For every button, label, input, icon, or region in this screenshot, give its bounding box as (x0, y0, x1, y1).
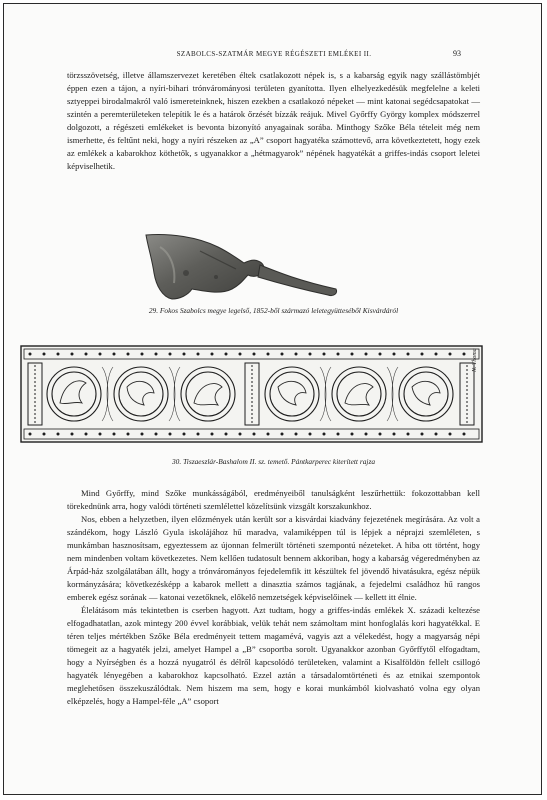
page-number: 93 (453, 49, 461, 58)
figure-30-signature: N. Thoma (472, 348, 478, 372)
figure-30-number: 30. (171, 457, 182, 466)
figure-29-number: 29. (148, 306, 159, 315)
axe-photo (140, 233, 340, 301)
paragraph-1: törzsszövetség, illetve államszervezet keretében éltek csatlakozott népek is, s a kabarság egyik nagy szállástömbjét éppen ezen a tájon, a nyíri-bihari trónvárományosi területen gyanította. Ilyen elhelyezkedésük megfelelne a keleti sztyeppei birodalmakról való ismereteinknek, hiszen ezekben a csatlakozó népeket — mint katonai segédcsapatokat — szintén a peremterületeken telepítik le és a határok őrzését bízzák reájuk. Mivel Győrffy György komplex módszerrel dolgozott, a régészeti emlékeket is bevonta bizonyító anyagainak sorába. Minthogy Szőke Béla tételeit még nem ismerhette, és feltűnt neki, hogy a nyíri részeken az „A” csoport hagyatéka számottevő, arra következtetett, hogy ezek az emlékek a kabarokhoz köthetők, s ugyanakkor a „hétmagyarok” népének hagyatékát a griffes-indás csoport leletei képviselhetik. (67, 70, 480, 171)
figure-30-text: Tiszaeszlár-Bashalom II. sz. temető. Pántkarperec kiterített rajza (183, 457, 376, 466)
bracelet-drawing (20, 343, 483, 445)
figure-29-text: Fokos Szabolcs megye legelső, 1852-ből származó leletegyütteséből Kisvárdáról (159, 306, 399, 315)
paragraph-2: Mind Győrffy, mind Szőke munkásságából, eredményeiből tanulságként leszűrhettük: fokozottabban kell törekednünk arra, hogy valódi történeti szemlélettel közelítsünk vizsgált korszakunkhoz. (67, 488, 480, 511)
paragraph-4: Élelátásom más tekintetben is cserben hagyott. Azt tudtam, hogy a griffes-indás emlékek X. századi keltezése elfogadhatatlan, azok mintegy 200 évvel korábbiak, velük tehát nem számoltam mint honfoglalás kori hagyatékkal. E téren teljes mértékben Szőke Béla eredményeit tettem magamévá, vagyis azt a vélekedést, hogy a magyarság népi tömegeit az a hagyaték jelzi, amelyet Hampel a „B” csoportba sorolt. Ugyanakkor azonban Győrffytől elfogadtam, hogy a Nyírségben és a hozzá nyugatról és délről kapcsolódó területeken, valamint a Kisalföldön fellelt csillogó hagyaték lényegében a kabarokhoz kapcsolható. Ezzel aztán a társadalomtörténeti és az etnikai szempontok meglehetősen összekuszálódtak. Nem hiszem ma sem, hogy e korai munkámból kiolvasható volna egy olyan elképzelés, hogy a Hampel-féle „A” csoport (67, 605, 480, 706)
figure-30-caption (67, 457, 480, 466)
paragraph-3: Nos, ebben a helyzetben, ilyen előzmények után került sor a kisvárdai kiadvány fejezetének megírására. Az volt a szándékom, hogy László Gyula iskolájához hű maradva, valamiképpen túl is lépjek a néprajzi szemléleten, s munkámban hasznosítsam, egyeztessem az újonnan felmerült történeti szempontú nézeteket. A hiba ott történt, hogy nem mindenben voltam következetes. Nem kellően tudatosult bennem akkoriban, hogy a kabarság végeredményben az Árpád-ház szolgálatában állt, hogy a trónvárományos fejedelemfik itt készültek fel jövendő hivatásukra, egész népük kormányzására; következésképp a kabarok mellett a dinasztia számos tagjának, a fejedelmi családhoz hű rangos emberek egész sorának — katonai vezetőknek, előkelő nemzetségek képviselőinek — kellett itt élnie. (67, 514, 480, 602)
body-text-bottom (67, 487, 480, 708)
body-text-top (67, 69, 480, 173)
running-title: SZABOLCS-SZATMÁR MEGYE RÉGÉSZETI EMLÉKEI II. (176, 50, 372, 58)
figure-29-caption (67, 306, 480, 315)
